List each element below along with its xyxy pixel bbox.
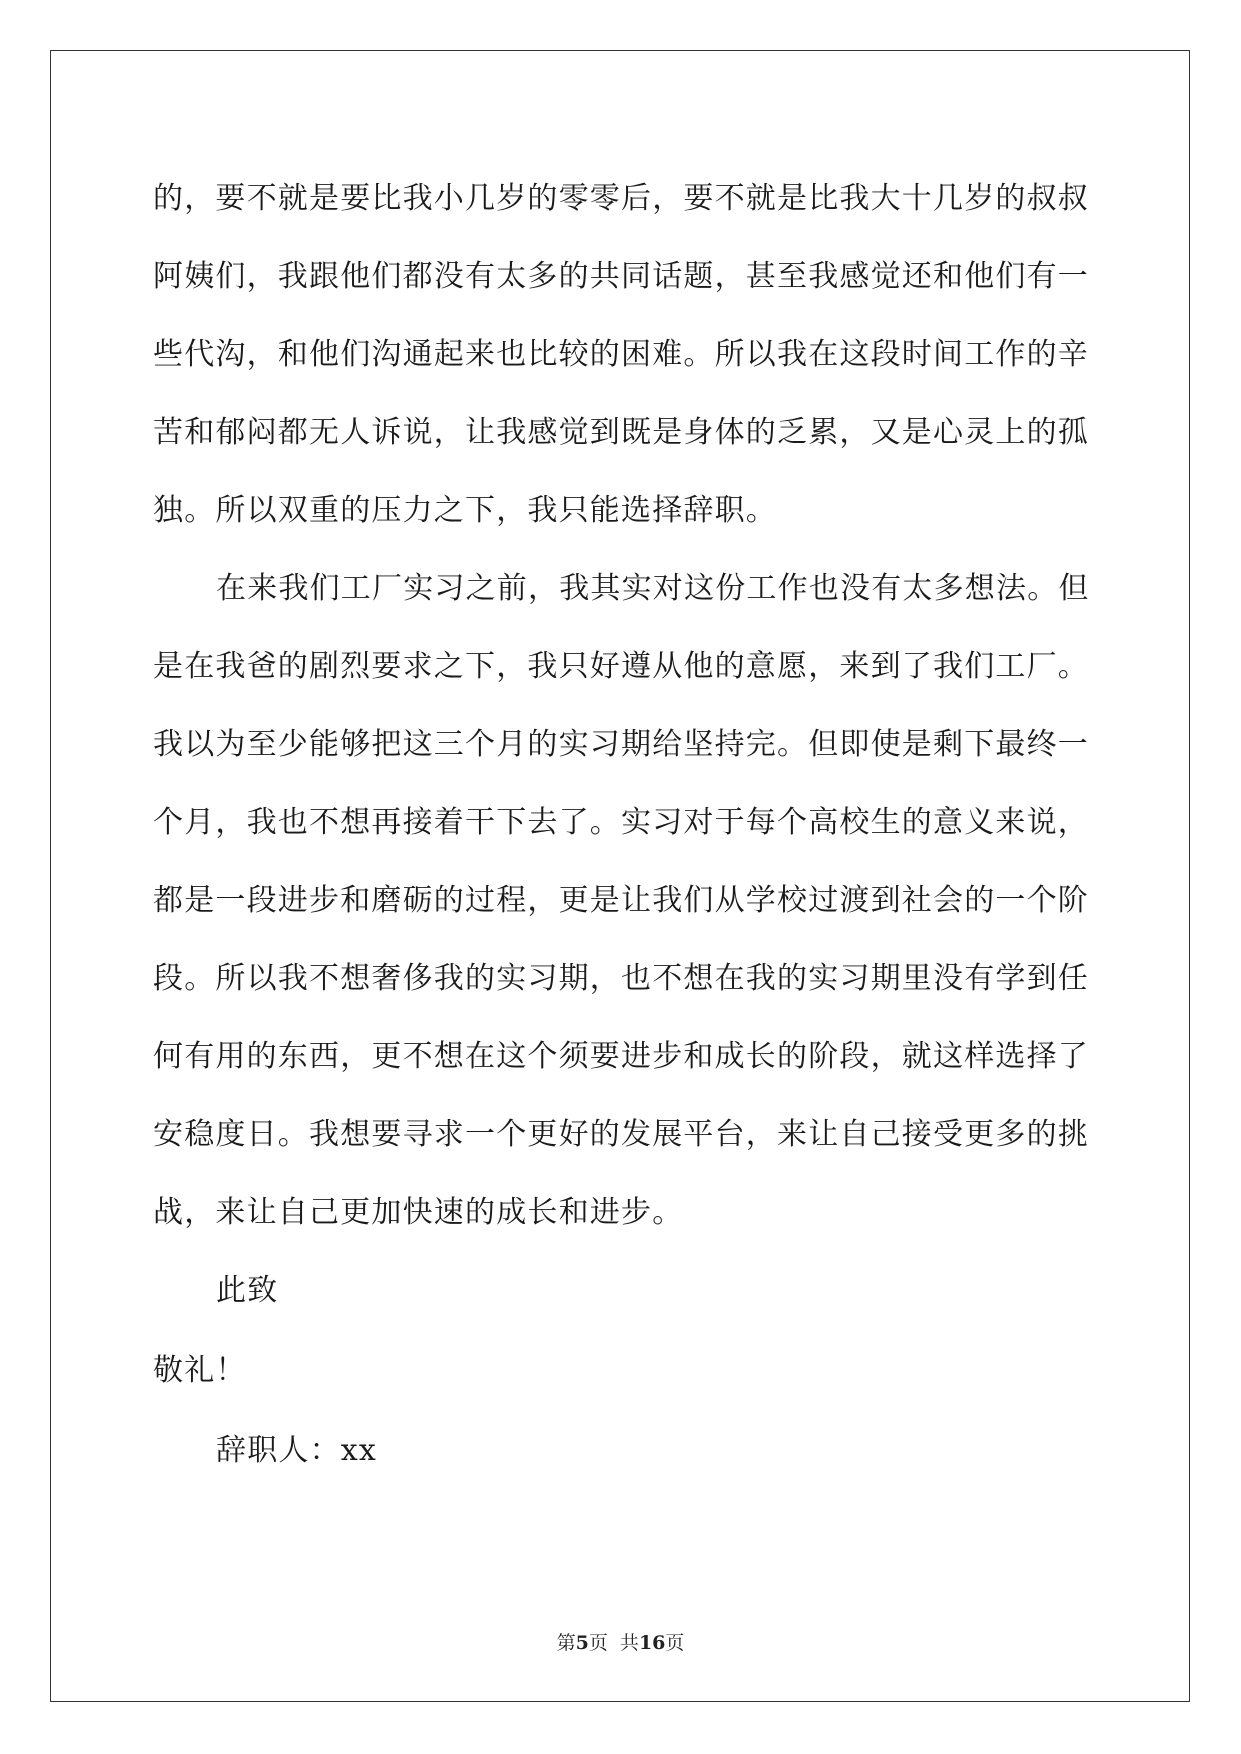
- regards: 敬礼！: [153, 1353, 247, 1388]
- footer-suffix: 页: [665, 1632, 685, 1654]
- salutation: 此致: [216, 1273, 279, 1308]
- footer-middle: 页 共: [588, 1632, 639, 1654]
- body-line: 何有用的东西，更不想在这个须要进步和成长的阶段，就这样选择了: [153, 1039, 1089, 1074]
- letter-body: [153, 160, 1093, 1492]
- body-line: 独。所以双重的压力之下，我只能选择辞职。: [153, 493, 777, 528]
- page-number: 5: [575, 1632, 589, 1654]
- body-line: 的，要不就是要比我小几岁的零零后，要不就是比我大十几岁的叔叔: [153, 181, 1089, 216]
- page-footer: [0, 1628, 1241, 1655]
- paragraph-start-line: 在来我们工厂实习之前，我其实对这份工作也没有太多想法。但: [216, 571, 1090, 606]
- body-line: 段。所以我不想奢侈我的实习期，也不想在我的实习期里没有学到任: [153, 961, 1089, 996]
- body-line: 苦和郁闷都无人诉说，让我感觉到既是身体的乏累，又是心灵上的孤: [153, 415, 1089, 450]
- body-line: 安稳度日。我想要寻求一个更好的发展平台，来让自己接受更多的挑: [153, 1117, 1089, 1152]
- body-line: 我以为至少能够把这三个月的实习期给坚持完。但即使是剩下最终一: [153, 727, 1089, 762]
- signature: 辞职人：xx: [216, 1433, 378, 1468]
- body-line: 是在我爸的剧烈要求之下，我只好遵从他的意愿，来到了我们工厂。: [153, 649, 1089, 684]
- body-line: 个月，我也不想再接着干下去了。实习对于每个高校生的意义来说，: [153, 805, 1089, 840]
- total-pages: 16: [638, 1632, 666, 1654]
- body-line: 战，来让自己更加快速的成长和进步。: [153, 1195, 684, 1230]
- footer-prefix: 第: [556, 1632, 576, 1654]
- body-line: 些代沟，和他们沟通起来也比较的困难。所以我在这段时间工作的辛: [153, 337, 1089, 372]
- body-line: 都是一段进步和磨砺的过程，更是让我们从学校过渡到社会的一个阶: [153, 883, 1089, 918]
- body-line: 阿姨们，我跟他们都没有太多的共同话题，甚至我感觉还和他们有一: [153, 259, 1089, 294]
